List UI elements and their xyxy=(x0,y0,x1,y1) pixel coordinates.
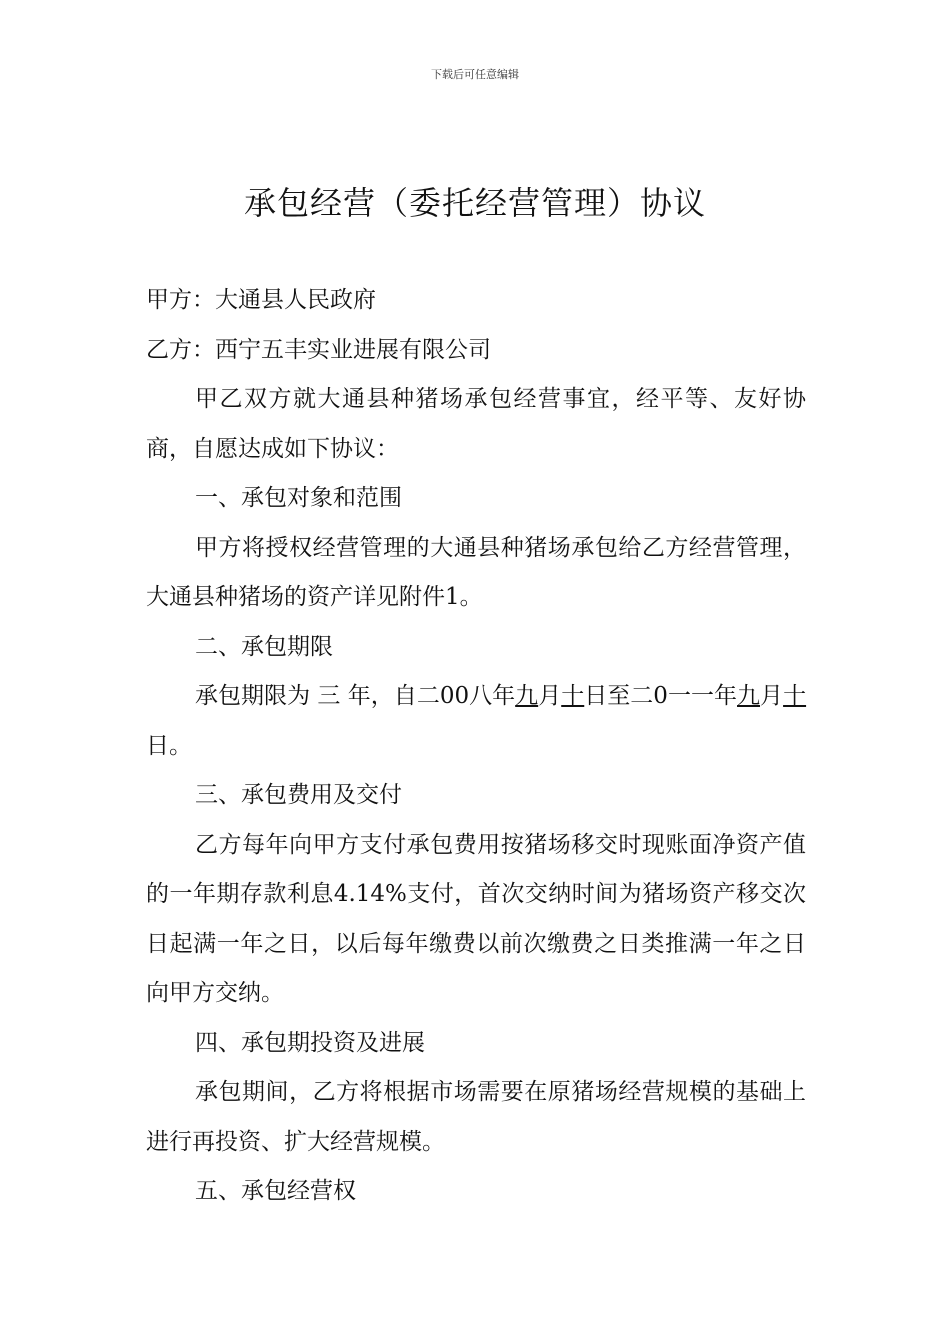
document-body xyxy=(146,276,806,1217)
section-3-heading: 三、承包费用及交付 xyxy=(195,782,402,808)
party-b: 乙方：西宁五丰实业进展有限公司 xyxy=(146,336,491,363)
term-text-3: 日至二0一一年 xyxy=(584,683,738,709)
section-4-body: 承包期间，乙方将根据市场需要在原猪场经营规模的基础上进行再投资、扩大经营规模。 xyxy=(146,1079,806,1155)
end-month: 九 xyxy=(737,683,761,709)
term-text-5: 日。 xyxy=(146,732,192,759)
party-a: 甲方：大通县人民政府 xyxy=(146,287,376,313)
start-month: 九 xyxy=(515,683,539,709)
term-text-1: 承包期限为 三 年，自二00八年 xyxy=(195,683,516,709)
section-1-body: 甲方将授权经营管理的大通县种猪场承包给乙方经营管理，大通县种猪场的资产详见附件1。 xyxy=(146,534,806,610)
document-title: 承包经营（委托经营管理）协议 xyxy=(243,184,706,222)
end-day: 十 xyxy=(783,683,807,709)
intro-paragraph: 甲乙双方就大通县种猪场承包经营事宜，经平等、友好协商，自愿达成如下协议： xyxy=(146,386,806,462)
section-1-heading: 一、承包对象和范围 xyxy=(195,485,402,511)
start-day: 十 xyxy=(561,683,585,709)
term-text-2: 月 xyxy=(538,683,562,709)
section-2-body xyxy=(146,672,806,771)
section-3-body: 乙方每年向甲方支付承包费用按猪场移交时现账面净资产值的一年期存款利息4.14%支付，首次交纳时间为猪场资产移交次日起满一年之日，以后每年缴费以前次缴费之日类推满一年之日向甲方交纳。 xyxy=(146,831,806,1006)
term-text-4: 月 xyxy=(760,683,784,709)
section-2-heading: 二、承包期限 xyxy=(195,633,333,660)
header-note: 下载后可任意编辑 xyxy=(431,68,519,81)
section-4-heading: 四、承包期投资及进展 xyxy=(195,1029,425,1056)
section-5-heading: 五、承包经营权 xyxy=(195,1178,356,1204)
